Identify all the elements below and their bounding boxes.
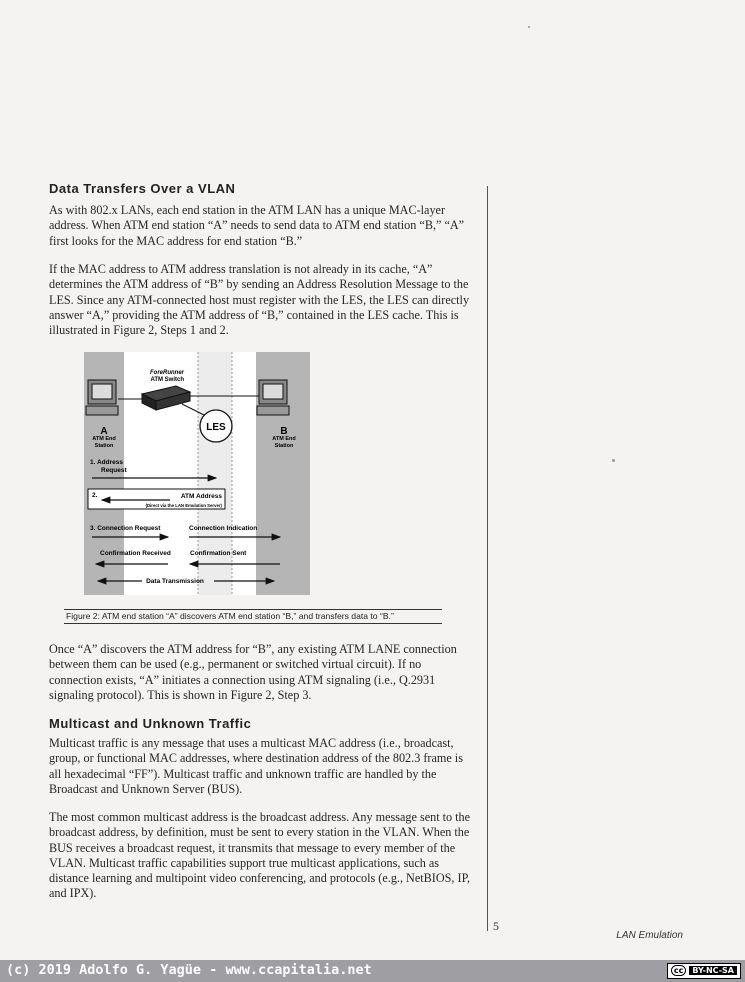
watermark-text: (c) 2019 Adolfo G. Yagüe - www.ccapitalia.net	[6, 962, 372, 978]
step2-label: ATM Address	[180, 493, 222, 500]
license-label: BY-NC-SA	[689, 966, 737, 975]
data-transmission-label: Data Transmission	[146, 578, 204, 585]
switch-label-line2: ATM Switch	[150, 377, 184, 383]
confirm-received-label: Confirmation Received	[100, 550, 171, 557]
step3-left-label: 3. Connection Request	[90, 525, 161, 532]
step3-right-label: Connection Indication	[189, 525, 258, 532]
station-a-label-line1: ATM End	[92, 436, 116, 442]
station-b-label-line1: ATM End	[272, 436, 296, 442]
figure-2-diagram	[84, 352, 310, 595]
column-divider	[487, 186, 488, 931]
step1-label-line2: Request	[101, 467, 127, 474]
switch-label-line1: ForeRunner	[149, 370, 184, 376]
cc-license-badge[interactable]	[667, 963, 741, 979]
station-b-computer-icon	[257, 380, 289, 415]
station-b-letter: B	[280, 426, 288, 437]
cc-logo-icon: cc	[671, 965, 686, 976]
switch-column	[198, 352, 232, 595]
figure-caption: Figure 2: ATM end station “A” discovers ATM end station “B,” and transfers data to “B.”	[64, 609, 442, 624]
les-label: LES	[206, 422, 226, 433]
confirm-sent-label: Confirmation Sent	[190, 550, 247, 557]
station-a-letter: A	[100, 426, 108, 437]
section-heading-multicast: Multicast and Unknown Traffic	[49, 716, 252, 731]
paragraph-connection: Once “A” discovers the ATM address for “B”, any existing ATM LANE connection between them can be used (e.g., permanent or switched virtual circuit). If no connection exists, “A” initiates a connection using ATM signaling (i.e., Q.2931 signaling protocol). This is shown in Figure 2, Step 3.	[49, 642, 457, 702]
running-footer-title: LAN Emulation	[616, 930, 683, 941]
step1-label-line1: 1. Address	[90, 459, 123, 466]
station-a-label-line2: Station	[94, 443, 114, 449]
step2-number: 2.	[92, 492, 98, 499]
paragraph-intro: As with 802.x LANs, each end station in the ATM LAN has a unique MAC-layer address. When ATM end station “A” needs to send data to ATM end station “B,” “A” first looks for the MAC address for end station “B.”	[49, 203, 465, 248]
lane-flow-diagram	[84, 352, 310, 595]
scan-speck	[612, 459, 615, 462]
step2-sublabel: (Direct via the LAN Emulation Server)	[145, 503, 222, 508]
section-heading-data-transfers: Data Transfers Over a VLAN	[49, 181, 236, 196]
scan-speck	[528, 26, 530, 28]
station-b-label-line2: Station	[274, 443, 294, 449]
station-a-computer-icon	[86, 380, 118, 415]
paragraph-multicast: Multicast traffic is any message that uses a multicast MAC address (i.e., broadcast, group, or functional MAC addresses, where destination address of the 802.3 frame is all hexadecimal “FF”). Multicast traffic and unknown traffic are handled by the Broadcast and Unknown Server (BUS).	[49, 736, 463, 796]
paragraph-address-resolution: If the MAC address to ATM address translation is not already in its cache, “A” determines the ATM address of “B” by sending an Address Resolution Message to the LES. Since any ATM-connected host must register with the LES, the LES can directly answer “A,” providing the ATM address of “B,” contained in the LES cache. This is illustrated in Figure 2, Steps 1 and 2.	[49, 262, 470, 338]
page-number: 5	[493, 919, 499, 933]
paragraph-broadcast: The most common multicast address is the broadcast address. Any message sent to the broadcast address, by definition, must be sent to every station in the VLAN. When the BUS receives a broadcast request, it transmits that message to every member of the VLAN. Multicast traffic capabilities support true multicast applications, such as distance learning and multipoint video conferencing, and protocols (e.g., NetBIOS, IP, and IPX).	[49, 810, 471, 901]
watermark-bar	[0, 960, 745, 982]
